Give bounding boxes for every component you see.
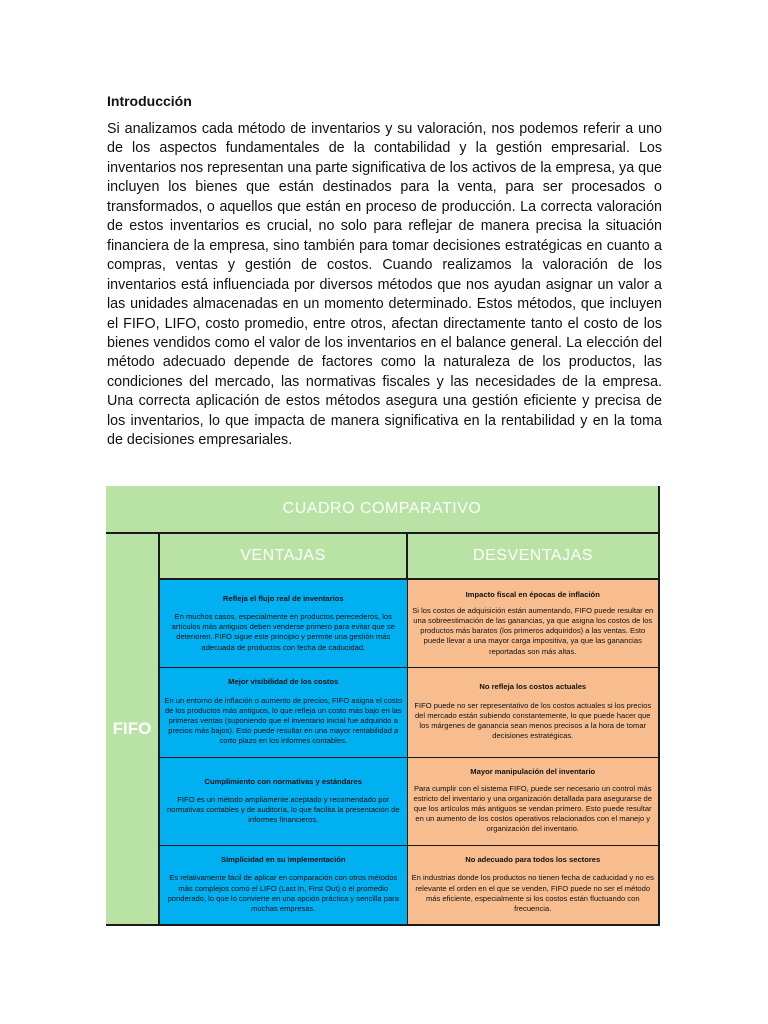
column-header-desventajas: DESVENTAJAS xyxy=(407,533,659,579)
ventaja-text: En un entorno de inflación o aumento de precios, FIFO asigna el costo de los productos más antiguos, lo que refleja un costo más bajo en las primeras ventas (suponiendo que el inventario inicial fue adquirido a precios más bajos). Esto puede resultar en una mayor rentabilidad a corto plazo en los informes contables. xyxy=(164,695,403,746)
desventaja-title: No refleja los costos actuales xyxy=(479,682,587,692)
desventaja-text: En industrias donde los productos no tienen fecha de caducidad y no es relevante el orden en el que se venden, FIFO puede no ser el método más eficiente, especialmente si los costos están fluctuando con frecuencia. xyxy=(411,873,654,914)
desventaja-title: Impacto fiscal en épocas de inflación xyxy=(465,589,600,599)
ventaja-title: Cumplimiento con normativas y estándares xyxy=(204,776,362,786)
table-row xyxy=(106,845,659,925)
method-label-fifo: FIFO xyxy=(106,533,159,925)
ventaja-title: Mejor visibilidad de los costos xyxy=(228,677,339,687)
desventaja-text: Para cumplir con el sistema FIFO, puede ser necesario un control más estricto del inventario y una organización detallada para asegurarse de que los artículos más antiguos se vendan primero. Esto puede resultar en un aumento de los costos operativos relacionados con el manejo y organización del inventario. xyxy=(413,783,652,834)
comparison-table xyxy=(106,486,660,926)
ventaja-cell xyxy=(159,579,407,667)
ventaja-text: En muchos casos, especialmente en productos perecederos, los artículos más antiguos deben venderse primero para evitar que se deterioren. FIFO sigue este principio y permite una gestión más adecuada de productos con fecha de caducidad. xyxy=(171,611,395,652)
desventaja-title: Mayor manipulación del inventario xyxy=(470,767,596,777)
ventaja-text: FIFO es un método ampliamente aceptado y recomendado por normativas contables y de auditoría, lo que facilita la presentación de informes financieros. xyxy=(166,794,400,825)
ventaja-cell xyxy=(159,845,407,925)
intro-paragraph: Si analizamos cada método de inventarios y su valoración, nos podemos referir a uno de los aspectos fundamentales de la contabilidad y la gestión empresarial. Los inventarios nos representan una parte significativa de los activos de la empresa, ya que incluyen los bienes que están destinados para la venta, para ser procesados o transformados, o aquellos que están en proceso de producción. La correcta valoración de estos inventarios es crucial, no solo para reflejar de manera precisa la situación financiera de la empresa, sino también para tomar decisiones estratégicas en cuanto a compras, ventas y gestión de costos. Cuando realizamos la valoración de los inventarios está influenciada por diversos métodos que nos ayudan asignar un valor a las unidades almacenadas en un momento determinado. Estos métodos, que incluyen el FIFO, LIFO, costo promedio, entre otros, afectan directamente tanto el costo de los bienes vendidos como el valor de los inventarios en el balance general. La elección del método adecuado depende de factores como la naturaleza de los productos, las condiciones del mercado, las normativas fiscales y las necesidades de la empresa. Una correcta aplicación de estos métodos asegura una gestión eficiente y precisa de los inventarios, lo que impacta de manera significativa en la rentabilidad y en la toma de decisiones empresariales. xyxy=(107,121,662,449)
desventaja-cell xyxy=(407,667,659,757)
desventaja-cell xyxy=(407,845,659,925)
ventaja-cell xyxy=(159,757,407,845)
ventaja-text: Es relativamente fácil de aplicar en comparación con otros métodos más complejos como el LIFO (Last In, First Out) o el promedio ponderado, lo que lo convierte en una opción práctica y sencilla para muchas empresas. xyxy=(167,873,399,914)
column-header-ventajas: VENTAJAS xyxy=(159,533,407,579)
section-heading: Introducción xyxy=(107,93,192,109)
table-title: CUADRO COMPARATIVO xyxy=(106,486,659,533)
ventaja-cell xyxy=(159,667,407,757)
table-row xyxy=(106,667,659,757)
desventaja-cell xyxy=(407,579,659,667)
table-row xyxy=(106,579,659,667)
desventaja-text: Si los costos de adquisición están aumentando, FIFO puede resultar en una sobreestimación de las ganancias, ya que asigna los costos de los productos más baratos (los primeros adquiridos) a las ventas. Esto puede llevar a una mayor carga impositiva, ya que las ganancias reportadas son más altas. xyxy=(412,605,654,656)
ventaja-title: Refleja el flujo real de inventarios xyxy=(222,593,344,603)
table-row xyxy=(106,757,659,845)
desventaja-title: No adecuado para todos los sectores xyxy=(465,855,601,865)
desventaja-text: FIFO puede no ser representativo de los costos actuales si los precios del mercado están subiendo constantemente, lo que puede hacer que los márgenes de ganancia sean menos precisos a la hora de tomar decisiones estratégicas. xyxy=(414,700,652,741)
ventaja-title: Simplicidad en su implementación xyxy=(221,855,346,865)
desventaja-cell xyxy=(407,757,659,845)
